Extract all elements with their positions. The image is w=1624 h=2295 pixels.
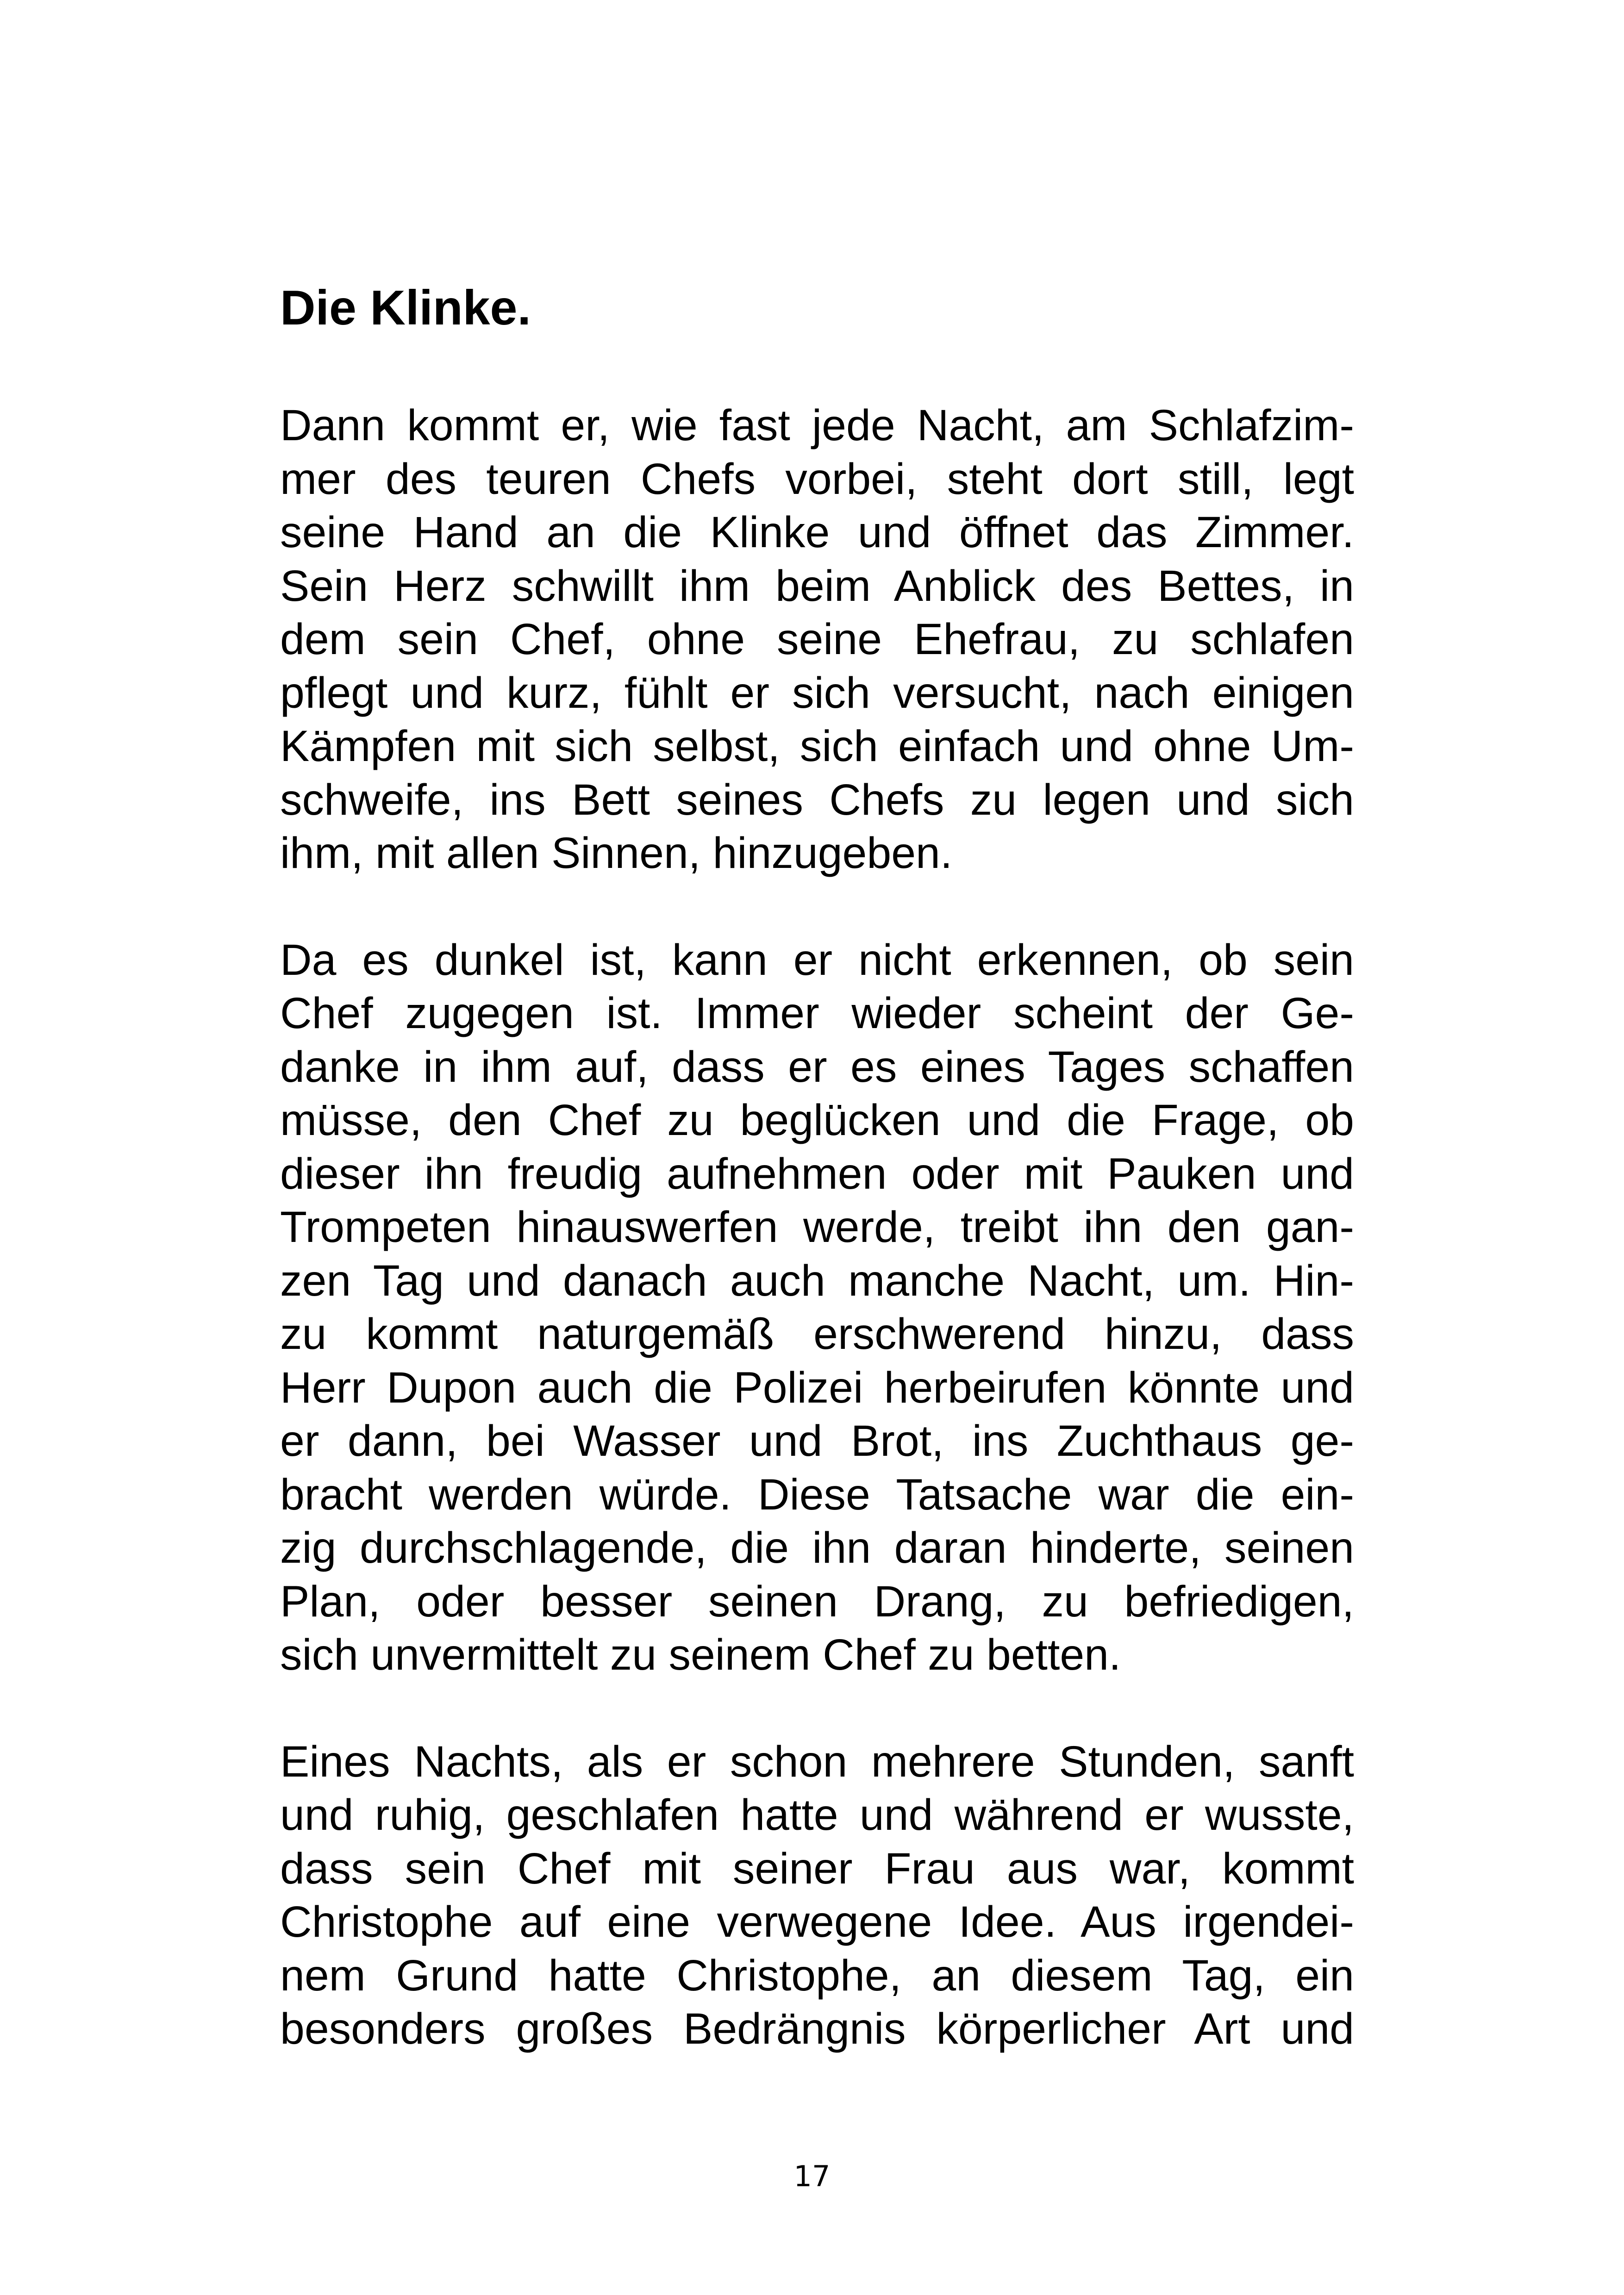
text-line: dem sein Chef, ohne seine Ehefrau, zu schlafen [280,615,1354,664]
text-line: Dann kommt er, wie fast jede Nacht, am Schlafzim- [280,401,1354,450]
text-line: mer des teuren Chefs vorbei, steht dort still, legt [280,454,1354,504]
text-line: zig durchschlagende, die ihn daran hinderte, seinen [280,1523,1354,1572]
text-line: ihm, mit allen Sinnen, hinzugeben. [280,829,953,878]
paragraph-1 [280,399,1354,880]
text-line: Christophe auf eine verwegene Idee. Aus irgendei- [280,1897,1354,1946]
text-line: Chef zugegen ist. Immer wieder scheint der Ge- [280,989,1354,1038]
text-line: bracht werden würde. Diese Tatsache war die ein- [280,1470,1354,1519]
text-line: und ruhig, geschlafen hatte und während er wusste, [280,1790,1354,1840]
text-line: zu kommt naturgemäß erschwerend hinzu, dass [280,1310,1354,1359]
text-line: er dann, bei Wasser und Brot, ins Zuchthaus ge- [280,1416,1354,1466]
text-line: Herr Dupon auch die Polizei herbeirufen könnte und [280,1363,1354,1412]
text-line: nem Grund hatte Christophe, an diesem Tag, ein [280,1951,1354,2000]
page-content [280,278,1354,2056]
paragraph-3 [280,1735,1354,2056]
text-line: Plan, oder besser seinen Drang, zu befriedigen, [280,1577,1354,1626]
text-line: danke in ihm auf, dass er es eines Tages schaffen [280,1042,1354,1091]
text-line: schweife, ins Bett seines Chefs zu legen und sich [280,775,1354,824]
paragraph-2 [280,934,1354,1682]
text-line: seine Hand an die Klinke und öffnet das Zimmer. [280,508,1354,557]
text-line: dass sein Chef mit seiner Frau aus war, kommt [280,1844,1354,1893]
text-line: Trompeten hinauswerfen werde, treibt ihn den gan- [280,1203,1354,1252]
text-line: besonders großes Bedrängnis körperlicher Art und [280,2004,1354,2053]
text-line: Da es dunkel ist, kann er nicht erkennen, ob sein [280,935,1354,985]
text-line: zen Tag und danach auch manche Nacht, um. Hin- [280,1256,1354,1305]
text-line: Sein Herz schwillt ihm beim Anblick des Bettes, in [280,561,1354,611]
text-line: müsse, den Chef zu beglücken und die Frage, ob [280,1096,1354,1145]
text-line: Kämpfen mit sich selbst, sich einfach und ohne Um- [280,722,1354,771]
page-number: 17 [793,2159,831,2193]
text-line: pflegt und kurz, fühlt er sich versucht, nach einigen [280,668,1354,717]
text-line: Eines Nachts, als er schon mehrere Stunden, sanft [280,1737,1354,1786]
chapter-title: Die Klinke. [280,281,531,335]
text-line: dieser ihn freudig aufnehmen oder mit Pauken und [280,1149,1354,1198]
text-line: sich unvermittelt zu seinem Chef zu betten. [280,1630,1121,1679]
